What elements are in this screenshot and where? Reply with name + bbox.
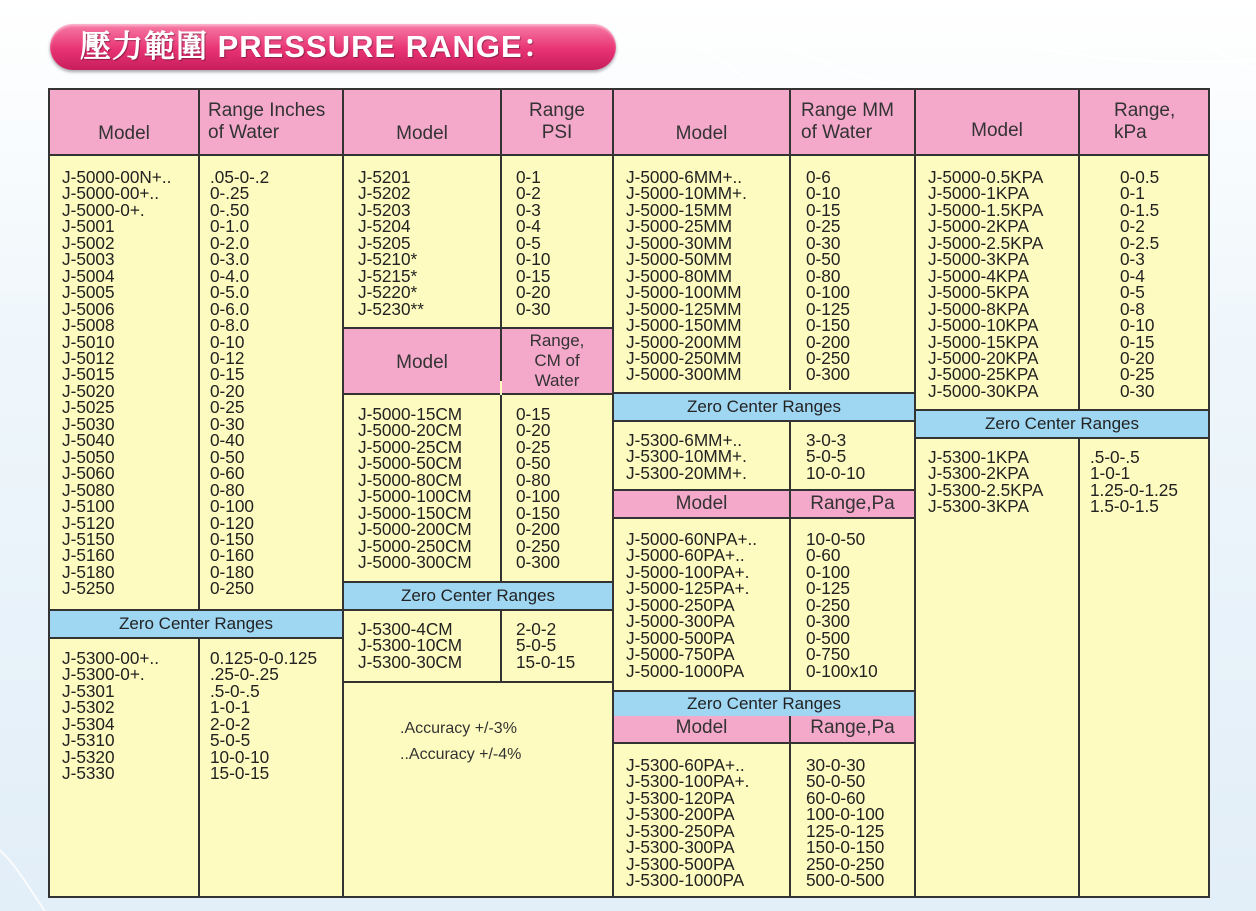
model-item: J-5000-60NPA+.. [626, 529, 758, 549]
model-item: J-5300-10MM+. [626, 446, 747, 467]
kpa-range-list [1120, 169, 1159, 399]
inches-zero-range-list [210, 650, 317, 782]
model-item: J-5000-50CM [358, 453, 463, 474]
range-item: 0-10 [806, 183, 841, 204]
range-item: 1-0-1 [210, 697, 251, 718]
model-item: J-5000-15KPA [928, 331, 1039, 352]
range-item: 0-1 [1120, 183, 1145, 204]
pa-range-list [806, 531, 878, 679]
model-item: J-5250 [62, 578, 115, 599]
range-item: 0-50 [806, 249, 841, 270]
divider [198, 90, 200, 896]
model-item: J-5000-20CM [358, 420, 463, 441]
inches-model-list [62, 169, 171, 597]
pa-model-list [626, 531, 757, 679]
range-item: 0-750 [806, 644, 850, 665]
model-item: J-5300-3KPA [928, 496, 1029, 517]
range-item: 0-30 [516, 298, 551, 319]
range-item: 0-20 [210, 380, 245, 401]
model-item: J-5000-0.5KPA [928, 167, 1044, 187]
cm-zero-center-header: Zero Center Ranges [344, 581, 612, 611]
range-item: 0-80 [806, 265, 841, 286]
range-item: 250-0-250 [806, 853, 885, 874]
range-item: 0-300 [806, 611, 850, 632]
model-item: J-5300-300PA [626, 837, 735, 858]
mm-zero-range-list [806, 432, 865, 481]
inches-range-list [210, 169, 269, 597]
range-item: 0-20 [1120, 347, 1155, 368]
range-item: 10-0-10 [210, 746, 270, 767]
range-item: 125-0-125 [806, 820, 885, 841]
header-line: of Water [801, 122, 873, 143]
range-item: 1.5-0-1.5 [1090, 496, 1159, 517]
model-item: J-5060 [62, 463, 115, 484]
model-item: J-5000-0+. [62, 199, 145, 220]
range-item: 0-100x10 [806, 660, 878, 681]
range-item: .25-0-.25 [210, 664, 279, 685]
model-item: J-5000-125MM [626, 298, 742, 319]
model-item: J-5205 [358, 232, 411, 253]
range-item: 0-50 [516, 453, 551, 474]
page-title: 壓力範圍 PRESSURE RANGE： [50, 24, 616, 70]
model-item: J-5000-50MM [626, 249, 733, 270]
range-item: .5-0-.5 [1090, 447, 1140, 467]
mm-range-header [791, 90, 914, 156]
range-item: 0-250 [210, 578, 254, 599]
model-item: J-5210* [358, 249, 418, 270]
model-item: J-5003 [62, 249, 115, 270]
model-item: J-5015 [62, 364, 115, 385]
range-item: 30-0-30 [806, 755, 866, 775]
kpa-zero-range-list [1090, 449, 1178, 515]
range-item: 0-250 [806, 347, 850, 368]
model-item: J-5000-80CM [358, 469, 463, 490]
range-item: 0-150 [516, 502, 560, 523]
model-item: J-5000-150CM [358, 502, 472, 523]
model-item: J-5304 [62, 713, 115, 734]
model-item: J-5040 [62, 430, 115, 451]
range-item: 60-0-60 [806, 787, 866, 808]
model-item: J-5300-2.5KPA [928, 479, 1044, 500]
range-item: 0-3.0 [210, 249, 250, 270]
range-item: 0-100 [210, 496, 254, 517]
model-item: J-5150 [62, 528, 115, 549]
header-line: Range [529, 100, 585, 121]
range-item: 0-30 [1120, 380, 1155, 401]
range-item: 2-0-2 [210, 713, 251, 734]
pa-zero-model-header: Model [614, 716, 789, 744]
model-item: J-5300-20MM+. [626, 462, 747, 483]
range-item: 0.125-0-0.125 [210, 648, 318, 668]
model-item: J-5301 [62, 680, 115, 701]
range-item: 0-3 [1120, 249, 1145, 270]
model-item: J-5000-1000PA [626, 660, 745, 681]
model-item: J-5000-10MM+. [626, 183, 747, 204]
range-item: .5-0-.5 [210, 680, 260, 701]
psi-range-header [502, 90, 612, 156]
cm-zero-range-list [516, 621, 575, 670]
range-item: 0-25 [516, 436, 551, 457]
model-item: J-5201 [358, 167, 411, 187]
cm-zero-model-list [358, 621, 462, 670]
model-item: J-5000-1KPA [928, 183, 1029, 204]
range-item: 0-100 [806, 561, 850, 582]
model-item: J-5000-80MM [626, 265, 733, 286]
range-item: 0-2 [516, 183, 541, 204]
model-item: J-5300-100PA+. [626, 771, 750, 792]
model-item: J-5000-3KPA [928, 249, 1029, 270]
range-item: 15-0-15 [210, 763, 270, 784]
divider [914, 90, 916, 896]
kpa-model-header: Model [916, 90, 1078, 156]
cm-model-header: Model [344, 327, 500, 395]
model-item: J-5006 [62, 298, 115, 319]
header-line: of Water [208, 122, 280, 143]
model-item: J-5180 [62, 561, 115, 582]
header-line: Range, [1114, 100, 1176, 121]
model-item: J-5000-15CM [358, 404, 463, 424]
accuracy-note: ..Accuracy +/-4% [400, 746, 522, 763]
model-item: J-5000-30KPA [928, 380, 1039, 401]
accuracy-note: .Accuracy +/-3% [400, 720, 517, 737]
model-item: J-5025 [62, 397, 115, 418]
model-item: J-5000-25MM [626, 216, 733, 237]
cm-range-header [502, 327, 612, 395]
model-item: J-5000-25KPA [928, 364, 1039, 385]
model-item: J-5300-4CM [358, 619, 453, 639]
range-item: 0-300 [806, 364, 850, 385]
header-line: Range, [529, 331, 585, 350]
range-item: 0-100 [806, 282, 850, 303]
kpa-range-header [1080, 90, 1208, 156]
model-item: J-5000-250CM [358, 535, 472, 556]
range-item: 0-15 [516, 404, 551, 424]
psi-model-header: Model [344, 90, 500, 156]
range-item: 0-50 [210, 446, 245, 467]
range-item: 0-30 [806, 232, 841, 253]
range-item: .05-0-.2 [210, 167, 270, 187]
mm-model-header: Model [614, 90, 789, 156]
model-item: J-5300-00+.. [62, 648, 159, 668]
model-item: J-5030 [62, 413, 115, 434]
model-item: J-5000-00N+.. [62, 167, 172, 187]
range-item: 0-25 [806, 216, 841, 237]
range-item: 0-500 [806, 627, 850, 648]
range-item: 1.25-0-1.25 [1090, 479, 1178, 500]
range-item: 0-120 [210, 512, 254, 533]
model-item: J-5300-1KPA [928, 447, 1029, 467]
model-item: J-5000-2KPA [928, 216, 1029, 237]
model-item: J-5000-150MM [626, 315, 742, 336]
range-item: 0-80 [516, 469, 551, 490]
range-item: 0-25 [210, 397, 245, 418]
model-item: J-5300-500PA [626, 853, 735, 874]
model-item: J-5300-0+. [62, 664, 145, 685]
divider [789, 416, 791, 489]
inches-range-header [200, 90, 342, 156]
header-line: Range MM [801, 100, 894, 121]
model-item: J-5000-8KPA [928, 298, 1029, 319]
range-item: 0-125 [806, 578, 850, 599]
range-item: 0-4 [1120, 265, 1145, 286]
range-item: 0-15 [806, 199, 841, 220]
pa-range-header: Range,Pa [791, 489, 914, 519]
range-item: 0-.50 [210, 199, 250, 220]
model-item: J-5000-200MM [626, 331, 742, 352]
model-item: J-5300-60PA+.. [626, 755, 745, 775]
range-item: 15-0-15 [516, 651, 576, 672]
range-item: 0-25 [1120, 364, 1155, 385]
model-item: J-5000-60PA+.. [626, 545, 745, 566]
divider [344, 681, 612, 683]
model-item: J-5000-100CM [358, 486, 472, 507]
range-item: 0-150 [210, 528, 254, 549]
inches-zero-center-header: Zero Center Ranges [50, 609, 342, 639]
kpa-model-list [928, 169, 1043, 399]
model-item: J-5300-1000PA [626, 870, 745, 891]
range-item: 3-0-3 [806, 430, 847, 450]
model-item: J-5000-250PA [626, 594, 735, 615]
model-item: J-5004 [62, 265, 115, 286]
model-item: J-5000-100MM [626, 282, 742, 303]
model-item: J-5000-300CM [358, 552, 472, 573]
range-item: 0-6.0 [210, 298, 250, 319]
model-item: J-5203 [358, 199, 411, 220]
psi-range-list [516, 169, 550, 317]
model-item: J-5320 [62, 746, 115, 767]
range-item: 5-0-5 [210, 730, 251, 751]
range-item: 5-0-5 [806, 446, 847, 467]
range-item: 0-2.0 [210, 232, 250, 253]
range-item: 0-1.5 [1120, 199, 1160, 220]
model-item: J-5000-20KPA [928, 347, 1039, 368]
model-item: J-5000-15MM [626, 199, 733, 220]
model-item: J-5300-30CM [358, 651, 463, 672]
model-item: J-5230** [358, 298, 424, 319]
range-item: 0-250 [806, 594, 850, 615]
model-item: J-5000-2.5KPA [928, 232, 1044, 253]
model-item: J-5300-2KPA [928, 463, 1029, 484]
model-item: J-5000-25CM [358, 436, 463, 457]
range-item: 0-40 [210, 430, 245, 451]
range-item: 500-0-500 [806, 870, 885, 891]
range-item: 0-125 [806, 298, 850, 319]
model-item: J-5330 [62, 763, 115, 784]
model-item: J-5020 [62, 380, 115, 401]
range-item: 0-6 [806, 167, 831, 187]
model-item: J-5000-125PA+. [626, 578, 750, 599]
model-item: J-5000-1.5KPA [928, 199, 1044, 220]
range-item: 0-60 [210, 463, 245, 484]
model-item: J-5160 [62, 545, 115, 566]
range-item: 10-0-10 [806, 462, 866, 483]
pa-zero-model-list [626, 757, 749, 889]
header-line: Water [534, 371, 580, 390]
model-item: J-5050 [62, 446, 115, 467]
model-item: J-5120 [62, 512, 115, 533]
range-item: 10-0-50 [806, 529, 866, 549]
mm-zero-model-list [626, 432, 747, 481]
header-line: PSI [541, 122, 573, 143]
range-item: 0-0.5 [1120, 167, 1160, 187]
range-item: 0-60 [806, 545, 841, 566]
range-item: 0-4 [516, 216, 541, 237]
range-item: 0-30 [210, 413, 245, 434]
cm-model-list [358, 406, 472, 571]
range-item: 0-2 [1120, 216, 1145, 237]
model-item: J-5300-120PA [626, 787, 735, 808]
range-item: 0-250 [516, 535, 560, 556]
model-item: J-5080 [62, 479, 115, 500]
mm-model-list [626, 169, 747, 383]
model-item: J-5000-100PA+. [626, 561, 750, 582]
range-item: 0-2.5 [1120, 232, 1160, 253]
range-item: 1-0-1 [1090, 463, 1131, 484]
range-item: 0-12 [210, 347, 245, 368]
model-item: J-5000-300MM [626, 364, 742, 385]
range-item: 0-20 [516, 420, 551, 441]
model-item: J-5202 [358, 183, 411, 204]
header-line: Range Inches [208, 100, 326, 121]
range-item: 0-80 [210, 479, 245, 500]
range-item: 0-200 [516, 519, 560, 540]
header-line: kPa [1114, 122, 1147, 143]
pa-zero-range-list [806, 757, 884, 889]
model-item: J-5300-200PA [626, 804, 735, 825]
range-item: 0-8.0 [210, 315, 250, 336]
range-item: 0-100 [516, 486, 560, 507]
range-item: 0-150 [806, 315, 850, 336]
pressure-range-table [48, 88, 1210, 898]
inches-zero-model-list [62, 650, 159, 782]
model-item: J-5310 [62, 730, 115, 751]
model-item: J-5000-300PA [626, 611, 735, 632]
model-item: J-5300-10CM [358, 635, 463, 656]
model-item: J-5100 [62, 496, 115, 517]
header-line: CM of [534, 351, 580, 370]
model-item: J-5000-30MM [626, 232, 733, 253]
range-item: 0-200 [806, 331, 850, 352]
model-item: J-5000-200CM [358, 519, 472, 540]
range-item: 0-10 [210, 331, 245, 352]
model-item: J-5300-250PA [626, 820, 735, 841]
range-item: 0-15 [1120, 331, 1155, 352]
divider [342, 90, 344, 896]
range-item: 0-15 [516, 265, 551, 286]
range-item: 0-10 [1120, 315, 1155, 336]
range-item: 0-5.0 [210, 282, 250, 303]
divider [1078, 90, 1080, 896]
model-item: J-5000-500PA [626, 627, 735, 648]
range-item: 0-15 [210, 364, 245, 385]
model-item: J-5215* [358, 265, 418, 286]
model-item: J-5000-4KPA [928, 265, 1029, 286]
range-item: 0-20 [516, 282, 551, 303]
range-item: 0-300 [516, 552, 560, 573]
model-item: J-5220* [358, 282, 418, 303]
model-item: J-5001 [62, 216, 115, 237]
model-item: J-5008 [62, 315, 115, 336]
range-item: 0-3 [516, 199, 541, 220]
model-item: J-5010 [62, 331, 115, 352]
range-item: 2-0-2 [516, 619, 557, 639]
model-item: J-5000-250MM [626, 347, 742, 368]
range-item: 5-0-5 [516, 635, 557, 656]
mm-zero-center-header: Zero Center Ranges [614, 392, 914, 422]
range-item: 50-0-50 [806, 771, 866, 792]
range-item: 0-180 [210, 561, 254, 582]
model-item: J-5000-00+.. [62, 183, 159, 204]
pa-zero-range-header: Range,Pa [791, 716, 914, 744]
model-item: J-5012 [62, 347, 115, 368]
range-item: 0-1 [516, 167, 541, 187]
divider [500, 395, 502, 683]
model-item: J-5002 [62, 232, 115, 253]
range-item: 0-1.0 [210, 216, 250, 237]
model-item: J-5302 [62, 697, 115, 718]
range-item: 100-0-100 [806, 804, 885, 825]
range-item: 0-160 [210, 545, 254, 566]
mm-range-list [806, 169, 850, 383]
psi-model-list [358, 169, 424, 317]
kpa-zero-center-header: Zero Center Ranges [916, 409, 1208, 439]
range-item: 0-.25 [210, 183, 250, 204]
model-item: J-5300-6MM+.. [626, 430, 743, 450]
kpa-zero-model-list [928, 449, 1043, 515]
inches-model-header: Model [50, 90, 198, 156]
range-item: 0-5 [516, 232, 541, 253]
model-item: J-5000-750PA [626, 644, 735, 665]
model-item: J-5000-5KPA [928, 282, 1029, 303]
cm-range-list [516, 406, 560, 571]
model-item: J-5005 [62, 282, 115, 303]
range-item: 0-10 [516, 249, 551, 270]
range-item: 0-5 [1120, 282, 1145, 303]
range-item: 0-4.0 [210, 265, 250, 286]
pa-model-header: Model [614, 489, 789, 519]
model-item: J-5000-6MM+.. [626, 167, 743, 187]
pa-zero-center-header: Zero Center Ranges [614, 690, 914, 718]
range-item: 0-8 [1120, 298, 1145, 319]
range-item: 150-0-150 [806, 837, 885, 858]
model-item: J-5000-10KPA [928, 315, 1039, 336]
model-item: J-5204 [358, 216, 411, 237]
